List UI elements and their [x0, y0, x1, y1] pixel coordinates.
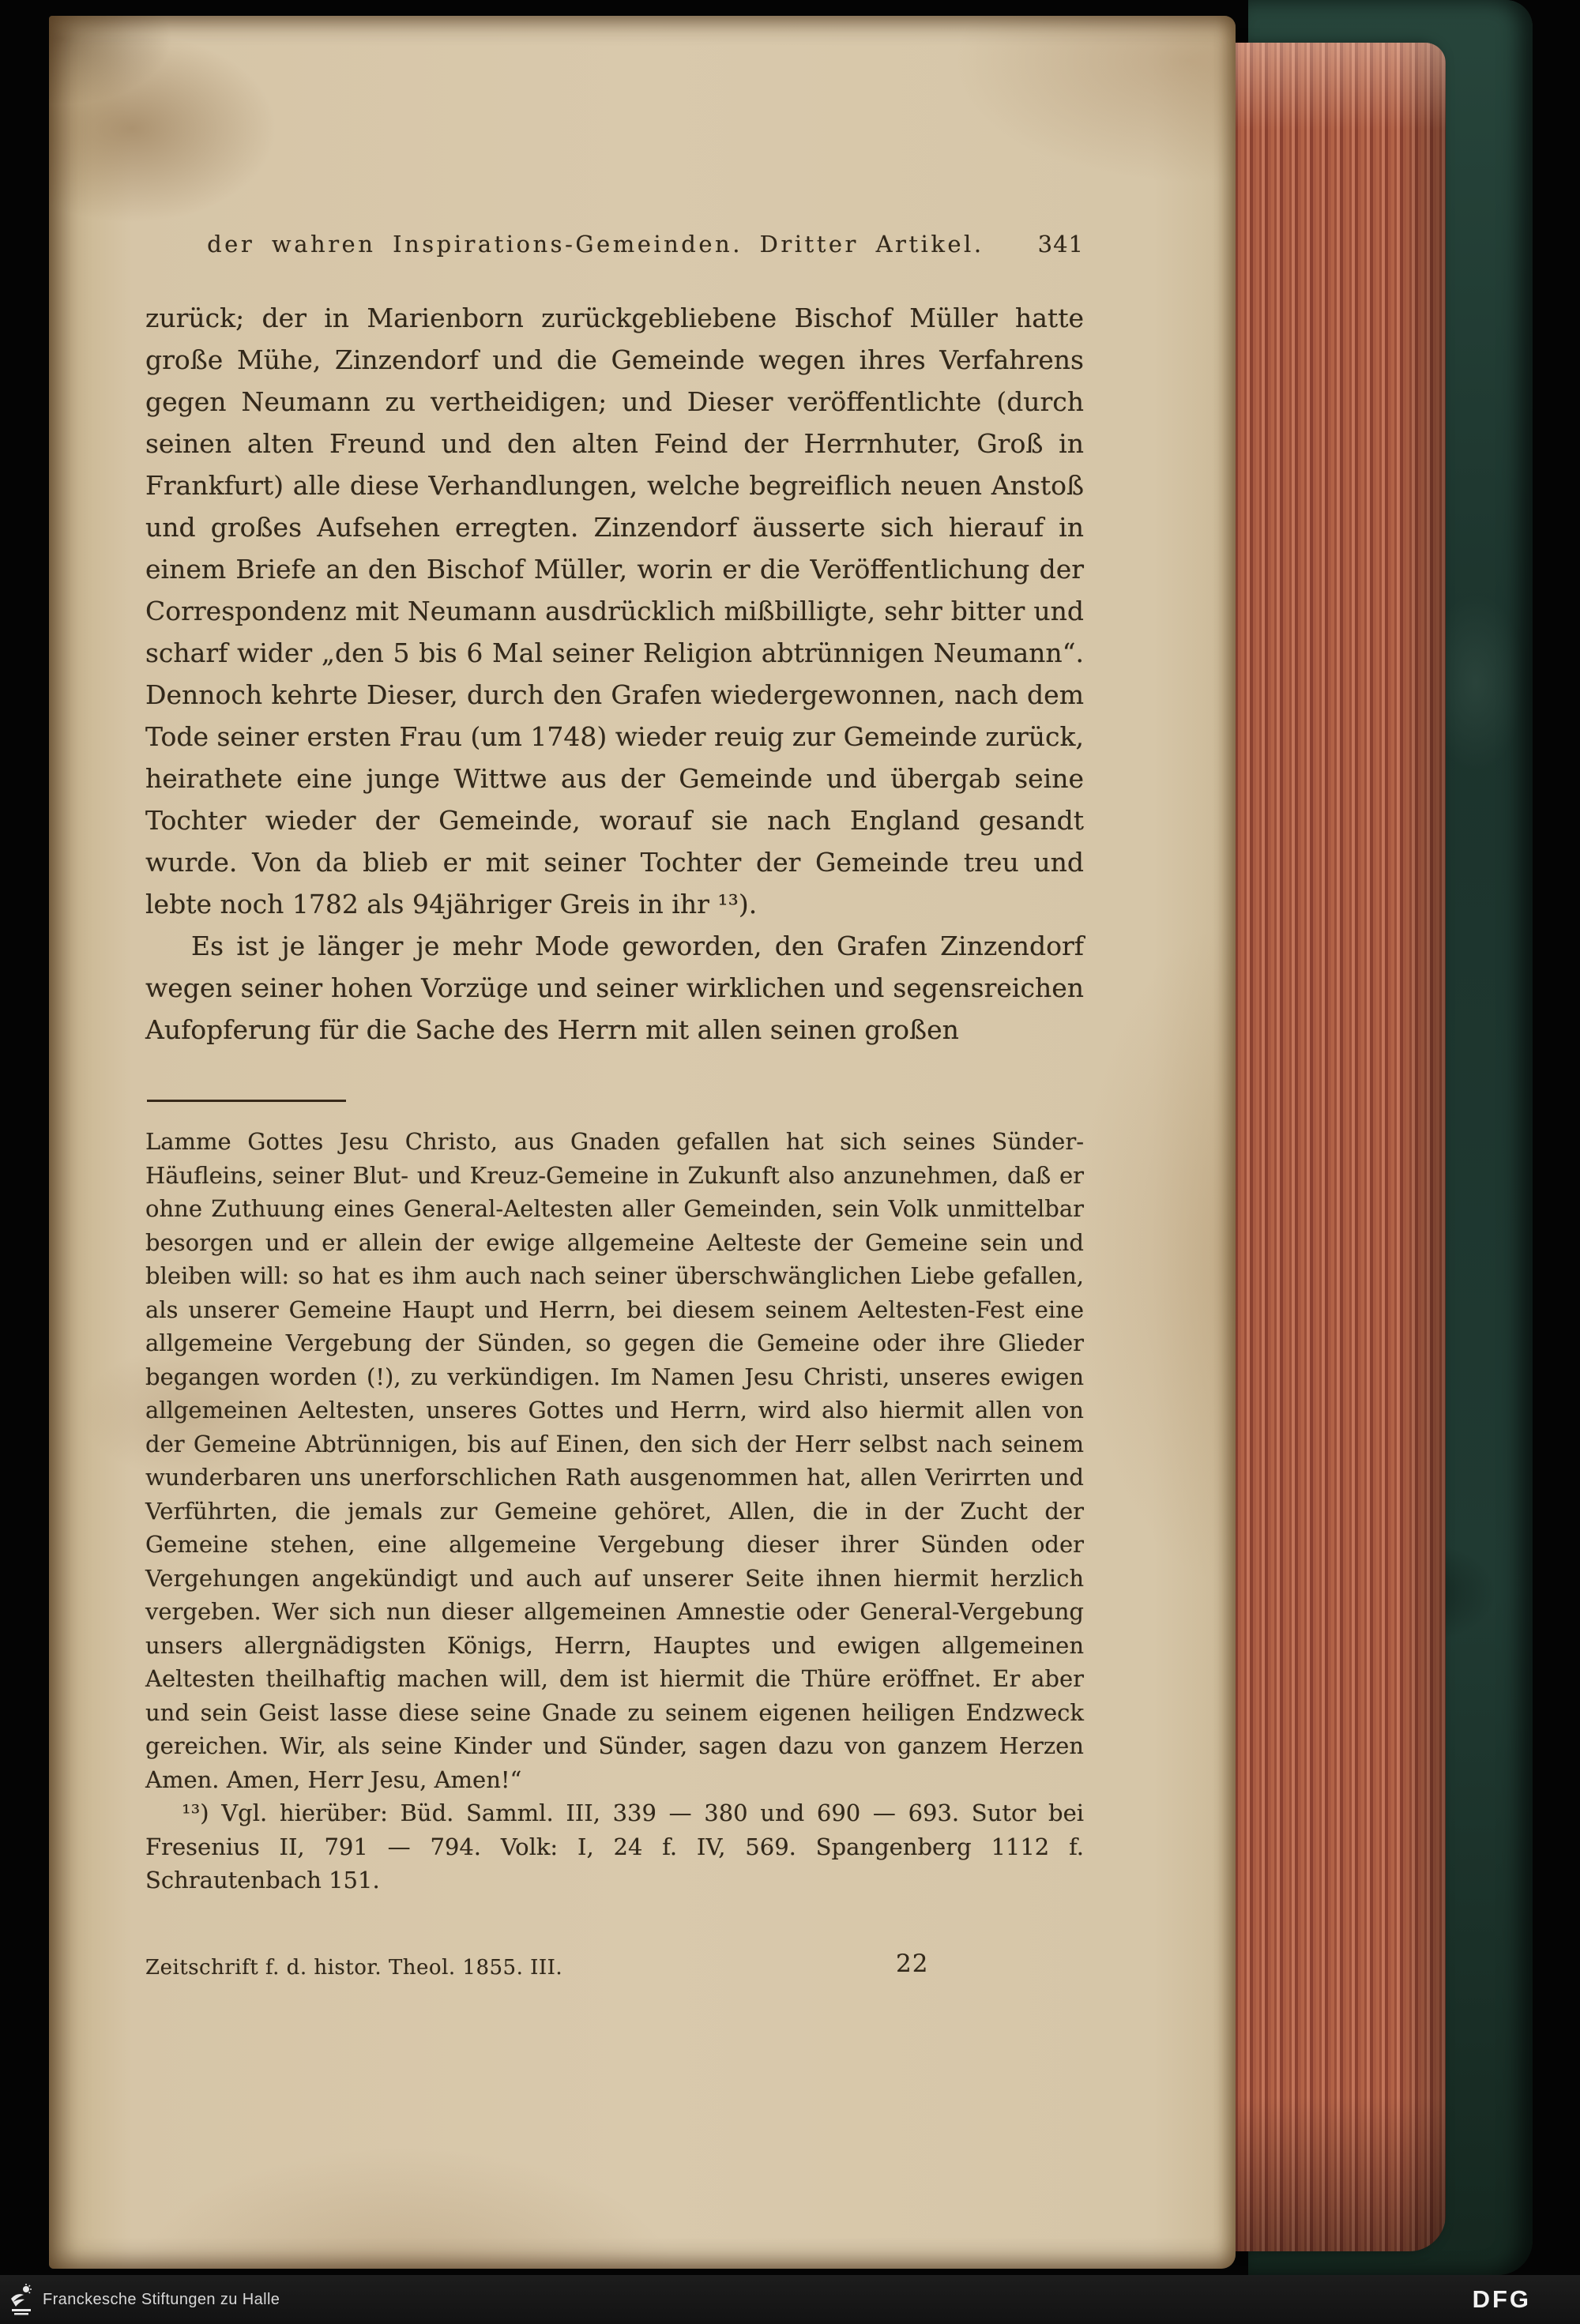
sheet-signature: 22: [896, 1950, 929, 1978]
institution-branding: [9, 2283, 280, 2316]
institution-name[interactable]: Franckesche Stiftungen zu Halle: [43, 2290, 280, 2308]
page-footer: [145, 1950, 1084, 1989]
dfg-logo[interactable]: DFG: [1472, 2285, 1531, 2313]
page-number: 341: [1037, 231, 1084, 258]
body-text: [145, 297, 1084, 1051]
paragraph: Es ist je länger je mehr Mode geworden, den Grafen Zinzendorf wegen seiner hohen Vorzüge und seiner wirklichen und segensreichen Aufopferung für die Sache des Herrn mit allen seinen großen: [145, 931, 1084, 1045]
footnote-separator: [147, 1100, 346, 1102]
running-title: der wahren Inspirations-Gemeinden. Dritter Artikel.: [207, 231, 984, 258]
book-page: [49, 16, 1236, 2269]
franckesche-stiftungen-logo-icon: [9, 2283, 33, 2316]
running-header: [145, 231, 1084, 258]
paragraph: zurück; der in Marienborn zurückgebliebene Bischof Müller hatte große Mühe, Zinzendorf und die Gemeinde wegen ihres Verfahrens gegen Neumann zu vertheidigen; und Dieser veröffentlichte (durch seinen alten Freund und den alten Feind der Herrnhuter, Groß in Frankfurt) alle diese Verhandlungen, welche begreiflich neuen Anstoß und großes Aufsehen erregten. Zinzendorf äusserte sich hierauf in einem Briefe an den Bischof Müller, worin er die Veröffentlichung der Correspondenz mit Neumann ausdrücklich mißbilligte, sehr bitter und scharf wider „den 5 bis 6 Mal seiner Religion abtrünnigen Neumann“. Dennoch kehrte Dieser, durch den Grafen wiedergewonnen, nach dem Tode seiner ersten Frau (um 1748) wieder reuig zur Gemeinde zurück, heirathete eine junge Wittwe aus der Gemeinde und übergab seine Tochter wieder der Gemeinde, worauf sie nach England gesandt wurde. Von da blieb er mit seiner Tochter der Gemeinde treu und lebte noch 1782 als 94jähriger Greis in ihr ¹³).: [145, 303, 1084, 919]
viewer-bar: [0, 2275, 1580, 2324]
footnote-continuation: Lamme Gottes Jesu Christo, aus Gnaden gefallen hat sich seines Sünder-Häufleins, seiner Blut- und Kreuz-Gemeine in Zukunft also anzunehmen, daß er ohne Zuthuung eines General-Aeltesten aller Gemeinden, sein Volk unmittelbar besorgen und er allein der ewige allgemeine Aelteste der Gemeine sein und bleiben will: so hat es ihm auch nach seiner überschwänglichen Liebe gefallen, als unserer Gemeine Haupt und Herrn, bei diesem seinem Aeltesten-Fest eine allgemeine Vergebung der Sünden, so gegen die Gemeine oder ihre Glieder begangen worden (!), zu verkündigen. Im Namen Jesu Christi, unseres ewigen allgemeinen Aeltesten, unseres Gottes und Herrn, wird also hiermit allen von der Gemeine Abtrünnigen, bis auf Einen, den sich der Herr selbst nach seinem wunderbaren uns unerforschlichen Rath ausgenommen hat, allen Verirrten und Verführten, die jemals zur Gemeine gehöret, Allen, die in der Zucht der Gemeine stehen, eine allgemeine Vergebung dieser ihrer Sünden oder Vergehungen angekündigt und auch auf unserer Seite ihnen hiermit herzlich vergeben. Wer sich nun dieser allgemeinen Amnestie oder General-Vergebung unsers allergnädigsten Königs, Herrn, Hauptes und ewigen allgemeinen Aeltesten theilhaftig machen will, dem ist hiermit die Thüre eröffnet. Er aber und sein Geist lasse diese seine Gnade zu seinem eigenen heiligen Endzweck gereichen. Wir, als seine Kinder und Sünder, sagen dazu von ganzem Herzen Amen. Amen, Herr Jesu, Amen!“: [145, 1128, 1084, 1793]
footnotes: [145, 1125, 1084, 1897]
page-content: [145, 16, 1084, 2269]
page-block-fore-edge: [1226, 43, 1446, 2251]
footnote-13: ¹³) Vgl. hierüber: Büd. Samml. III, 339 — 380 und 690 — 693. Sutor bei Fresenius II, 791 — 794. Volk: I, 24 f. IV, 569. Spangenberg 1112 f. Schrautenbach 151.: [145, 1799, 1084, 1893]
journal-imprint: Zeitschrift f. d. histor. Theol. 1855. III.: [145, 1956, 563, 1980]
